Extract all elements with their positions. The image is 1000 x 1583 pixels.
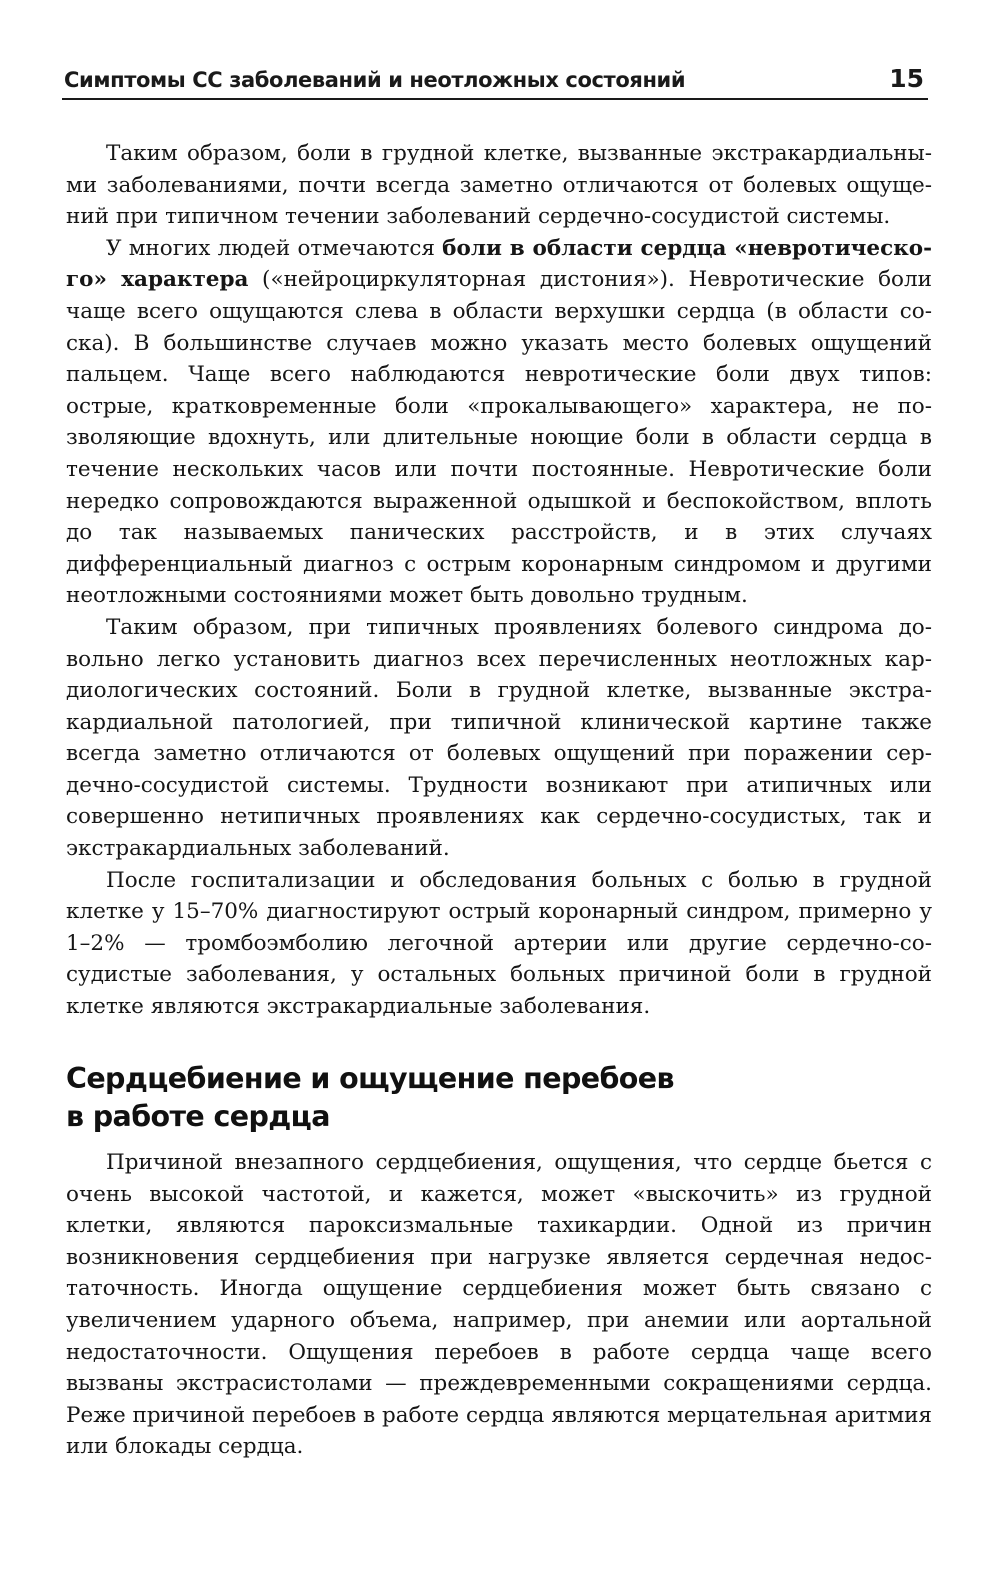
section-text (66, 1147, 932, 1463)
paragraph-1: Таким образом, боли в грудной клетке, вызванные экстракардиальными заболеваниями, почти всегда заметно отличаются от болевых ощущений при типичном течении заболеваний сердечно-сосудистой системы. (66, 141, 932, 230)
running-header (62, 62, 928, 100)
paragraph-2-bold: боли в области сердца «невротического» характера (66, 235, 932, 293)
paragraph-2-rest: («нейроциркуляторная дистония»). Невротические боли чаще всего ощущаются слева в области верхушки сердца (в области соска). В большинстве случаев можно указать место болевых ощущений пальцем. Чаще всего наблюдаются невротические боли двух типов: острые, кратковременные боли «прокалывающего» характера, не позволяющие вдохнуть, или длительные ноющие боли в области сердца в течение нескольких часов или почти постоянные. Невротические боли нередко сопровождаются выраженной одышкой и беспокойством, вплоть до так называемых панических расстройств, и в этих случаях дифференциальный диагноз с острым коронарным синдромом и другими неотложными состояниями может быть довольно трудным. (66, 267, 932, 609)
section-heading-line-2: в работе сердца (66, 1100, 330, 1133)
body-text (66, 138, 932, 1023)
running-title: Симптомы СС заболеваний и неотложных состояний (64, 68, 686, 92)
paragraph-2-intro: У многих людей отмечаются (106, 235, 443, 261)
paragraph-2 (66, 233, 932, 612)
paragraph-3: Таким образом, при типичных проявлениях болевого синдрома довольно легко установить диагноз всех перечисленных неотложных кардиологических состояний. Боли в грудной клетке, вызванные экстракардиальной патологией, при типичной клинической картине также всегда заметно отличаются от болевых ощущений при поражении сердечно-сосудистой системы. Трудности возникают при атипичных или совершенно нетипичных проявлениях как сердечно-сосудистых, так и экстракардиальных заболеваний. (66, 614, 932, 862)
section-paragraph: Причиной внезапного сердцебиения, ощущения, что сердце бьется с очень высокой частотой, и кажется, может «выскочить» из грудной клетки, являются пароксизмальные тахикардии. Одной из причин возникновения сердцебиения при нагрузке является сердечная недостаточность. Иногда ощущение сердцебиения может быть связано с увеличением ударного объема, например, при анемии или аортальной недостаточности. Ощущения перебоев в работе сердца чаще всего вызваны экстрасистолами — преждевременными сокращениями сердца. Реже причиной перебоев в работе сердца являются мерцательная аритмия или блокады сердца. (66, 1150, 932, 1460)
section-heading-line-1: Сердцебиение и ощущение перебоев (66, 1062, 674, 1095)
paragraph-4: После госпитализации и обследования больных с болью в грудной клетке у 15–70% диагностируют острый коронарный синдром, примерно у 1–2% — тромбоэмболию легочной артерии или другие сердечно-сосудистые заболевания, у остальных больных причиной боли в грудной клетке являются экстракардиальные заболевания. (66, 867, 932, 1020)
section-heading (66, 1060, 932, 1136)
page-number: 15 (889, 64, 924, 93)
